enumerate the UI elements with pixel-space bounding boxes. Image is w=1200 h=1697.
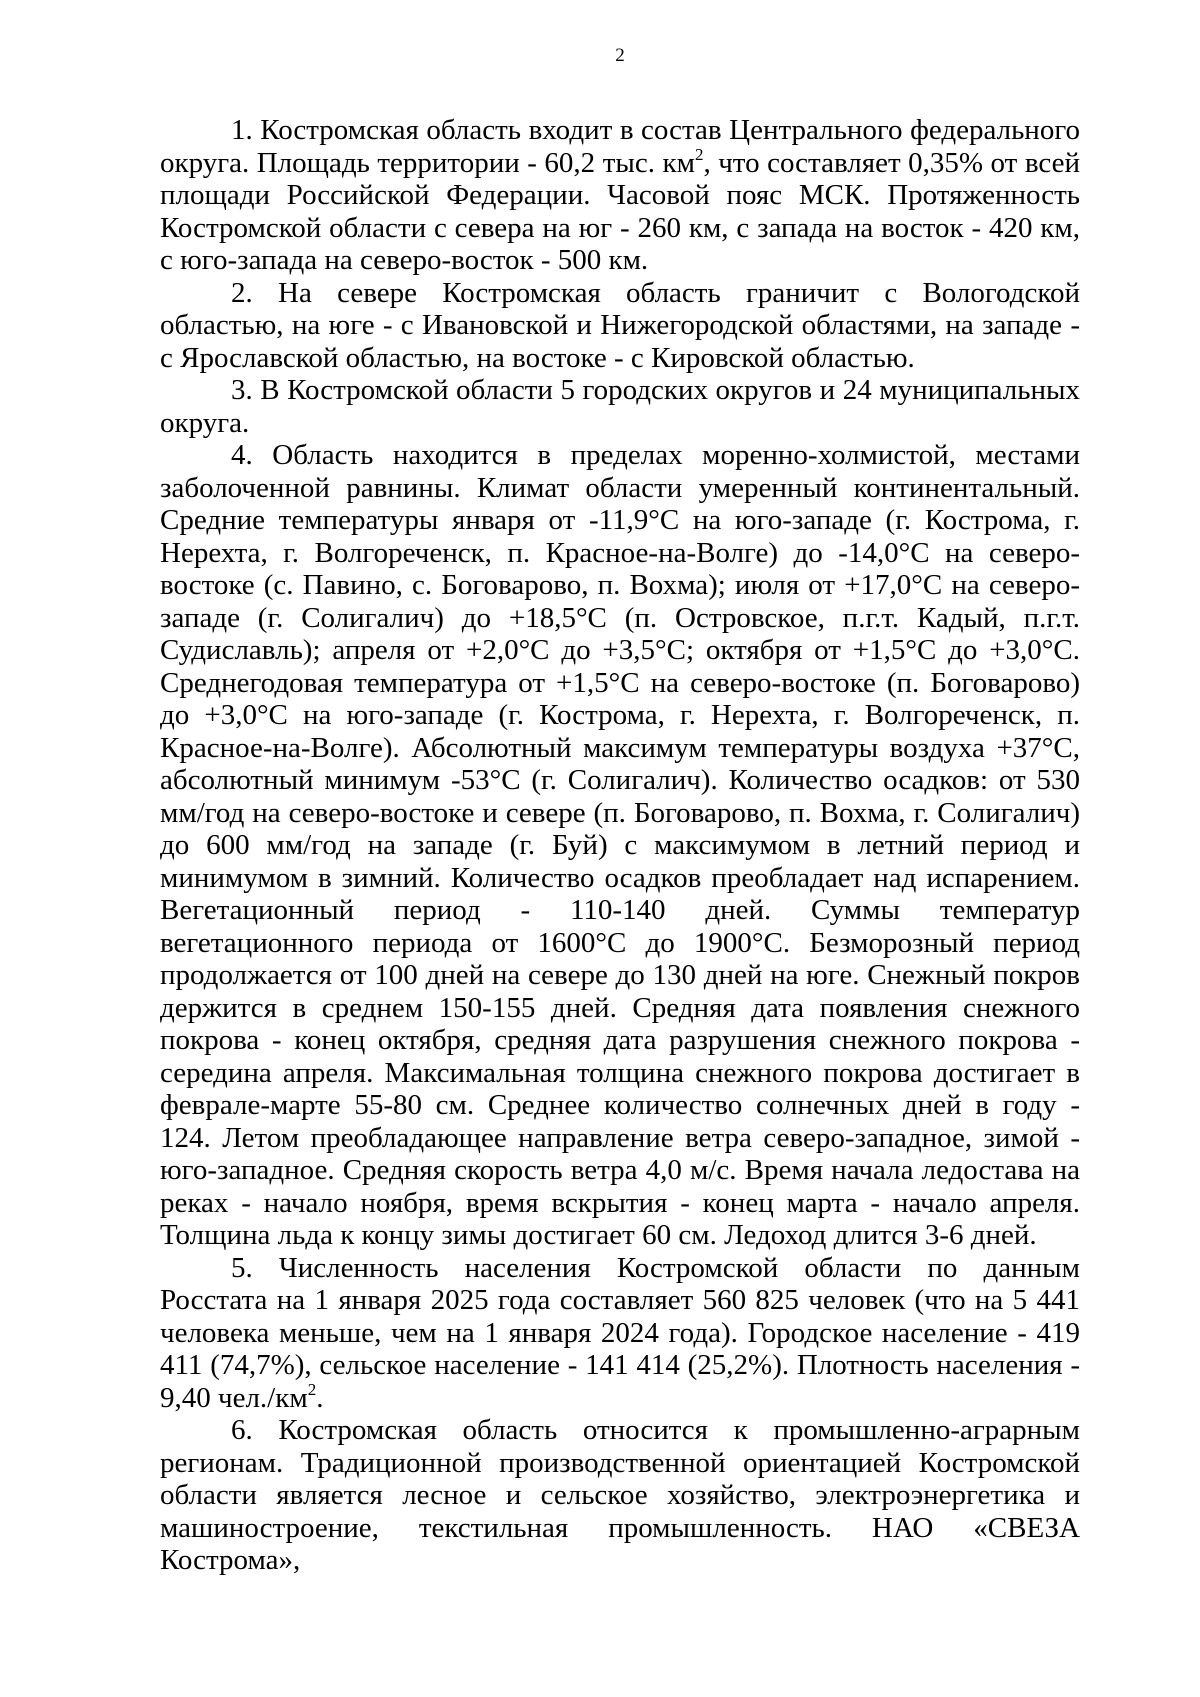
- paragraph-3: 3. В Костромской области 5 городских округов и 24 муниципальных округа.: [160, 374, 1080, 439]
- paragraph-1-text: 1. Костромская область входит в состав Центрального федерального округа. Площадь территории - 60,2 тыс. км: [160, 114, 1080, 179]
- paragraph-2: 2. На севере Костромская область граничит с Вологодской областью, на юге - с Ивановской и Нижегородской областями, на западе - с Ярославской областью, на востоке - с Кировской областью.: [160, 276, 1080, 374]
- paragraph-5-text: 5. Численность населения Костромской области по данным Росстата на 1 января 2025 года составляет 560 825 человек (что на 5 441 человека меньше, чем на 1 января 2024 года). Городское население - 419 411 (74,7%), сельское население - 141 414 (25,2%). Плотность населения - 9,40 чел./км: [160, 1251, 1080, 1414]
- superscript-square: 2: [307, 1379, 317, 1399]
- paragraph-1-tail: , что составляет 0,35% от всей площади Российской Федерации. Часовой пояс МСК. Протяженность Костромской области с севера на юг - 260 км, с запада на восток - 420 км, с юго-запада на северо-восток - 500 км.: [160, 146, 1081, 276]
- paragraph-5-tail: .: [316, 1381, 324, 1414]
- superscript-square: 2: [694, 144, 704, 164]
- paragraph-4: 4. Область находится в пределах моренно-холмистой, местами заболоченной равнины. Климат области умеренный континентальный. Средние температуры января от -11,9°С на юго-западе (г. Кострома, г. Нерехта, г. Волгореченск, п. Красное-на-Волге) до -14,0°С на северо-востоке (с. Павино, с. Боговарово, п. Вохма); июля от +17,0°С на северо-западе (г. Солигалич) до +18,5°С (п. Островское, п.г.т. Кадый, п.г.т. Судиславль); апреля от +2,0°С до +3,5°С; октября от +1,5°С до +3,0°С. Среднегодовая температура от +1,5°С на северо-востоке (п. Боговарово) до +3,0°С на юго-западе (г. Кострома, г. Нерехта, г. Волгореченск, п. Красное-на-Волге). Абсолютный максимум температуры воздуха +37°С, абсолютный минимум -53°С (г. Солигалич). Количество осадков: от 530 мм/год на северо-востоке и севере (п. Боговарово, п. Вохма, г. Солигалич) до 600 мм/год на западе (г. Буй) с максимумом в летний период и минимумом в зимний. Количество осадков преобладает над испарением. Вегетационный период - 110-140 дней. Суммы температур вегетационного периода от 1600°С до 1900°С. Безморозный период продолжается от 100 дней на севере до 130 дней на юге. Снежный покров держится в среднем 150-155 дней. Средняя дата появления снежного покрова - конец октября, средняя дата разрушения снежного покрова - середина апреля. Максимальная толщина снежного покрова достигает в феврале-марте 55-80 см. Среднее количество солнечных дней в году - 124. Летом преобладающее направление ветра северо-западное, зимой - юго-западное. Средняя скорость ветра 4,0 м/с. Время начала ледостава на реках - начало ноября, время вскрытия - конец марта - начало апреля. Толщина льда к концу зимы достигает 60 см. Ледоход длится 3-6 дней.: [160, 439, 1080, 1251]
- document-body: [160, 114, 1080, 1577]
- paragraph-5: [160, 1252, 1080, 1415]
- paragraph-6: 6. Костромская область относится к промышленно-аграрным регионам. Традиционной производственной ориентацией Костромской области является лесное и сельское хозяйство, электроэнергетика и машиностроение, текстильная промышленность. НАО «СВЕЗА Кострома»,: [160, 1414, 1080, 1576]
- page-number: 2: [615, 45, 625, 66]
- paragraph-1: [160, 114, 1080, 277]
